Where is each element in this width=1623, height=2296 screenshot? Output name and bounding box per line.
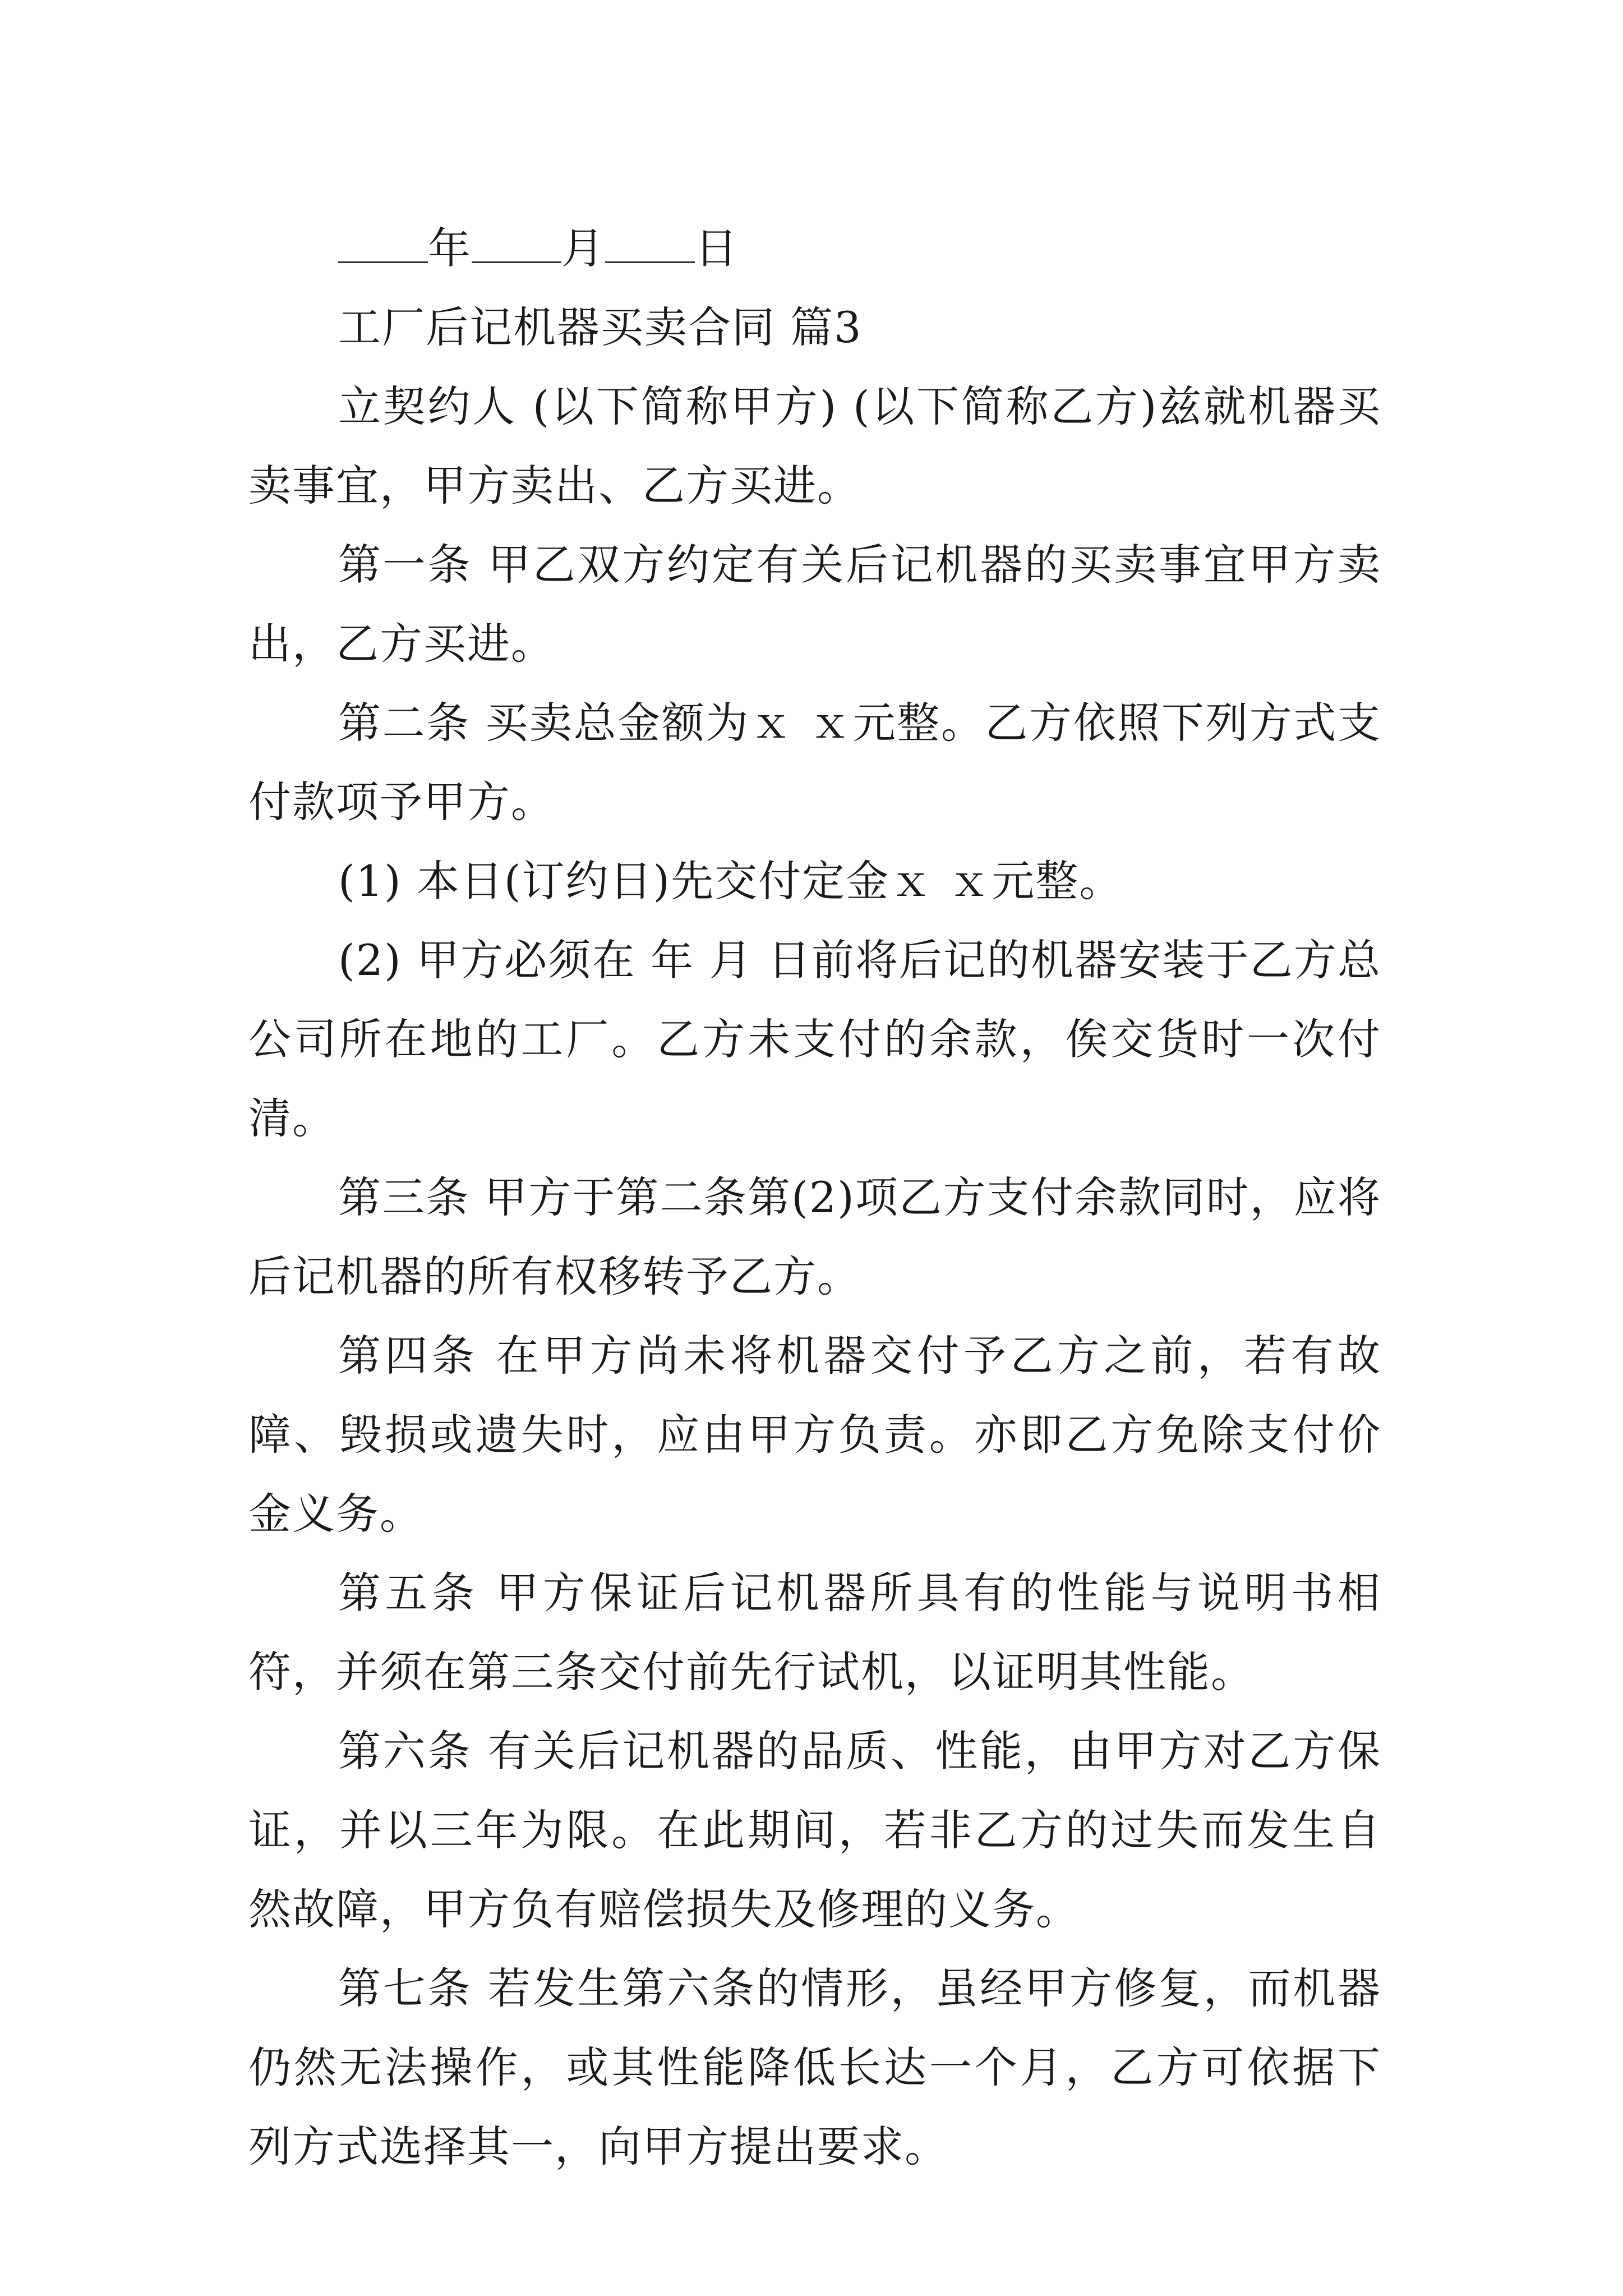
paragraph-article-3: 第三条 甲方于第二条第(2)项乙方支付余款同时，应将后记机器的所有权移转予乙方。: [248, 1172, 1381, 1301]
paragraph-article-5: 第五条 甲方保证后记机器所具有的性能与说明书相符，并须在第三条交付前先行试机，以证明其性能。: [248, 1568, 1381, 1697]
year-blank: [338, 228, 428, 263]
date-line: [248, 209, 1381, 288]
day-blank: [605, 228, 695, 263]
paragraph-article-6: 第六条 有关后记机器的品质、性能，由甲方对乙方保证，并以三年为限。在此期间，若非乙方的过失而发生自然故障，甲方负有赔偿损失及修理的义务。: [248, 1726, 1381, 1934]
paragraph-article-4: 第四条 在甲方尚未将机器交付予乙方之前，若有故障、毁损或遗失时，应由甲方负责。亦即乙方免除支付价金义务。: [248, 1331, 1381, 1539]
day-label: 日: [695, 223, 739, 273]
paragraph-article-2-item-1: (1) 本日(订约日)先交付定金ｘ ｘ元整。: [338, 856, 1123, 906]
paragraph-article-1: 第一条 甲乙双方约定有关后记机器的买卖事宜甲方卖出，乙方买进。: [248, 540, 1381, 669]
paragraph-article-2-item-2: (2) 甲方必须在 年 月 日前将后记的机器安装于乙方总公司所在地的工厂。乙方未支付的余款，俟交货时一次付清。: [248, 935, 1381, 1143]
document-body: [248, 209, 1381, 2186]
month-label: 月: [561, 223, 605, 273]
paragraph-preamble: 立契约人 (以下简称甲方) (以下简称乙方)兹就机器买卖事宜，甲方卖出、乙方买进。: [248, 381, 1381, 510]
year-label: 年: [428, 223, 472, 273]
month-blank: [472, 228, 561, 263]
paragraph-article-2: 第二条 买卖总金额为ｘ ｘ元整。乙方依照下列方式支付款项予甲方。: [248, 698, 1381, 827]
document-title: 工厂后记机器买卖合同 篇3: [338, 302, 863, 352]
paragraph-article-7: 第七条 若发生第六条的情形，虽经甲方修复，而机器仍然无法操作，或其性能降低长达一个月，乙方可依据下列方式选择其一，向甲方提出要求。: [248, 1963, 1381, 2171]
